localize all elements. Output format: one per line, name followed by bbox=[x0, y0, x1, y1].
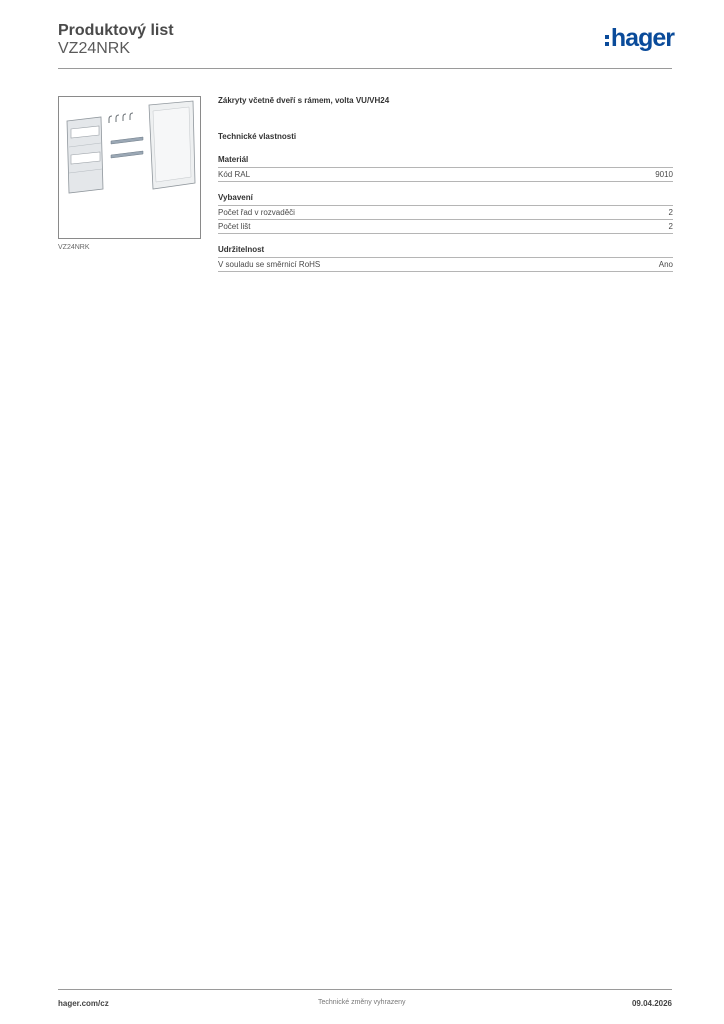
front-panel bbox=[67, 117, 103, 193]
group-title: Materiál bbox=[218, 155, 673, 168]
group-material bbox=[218, 155, 673, 182]
group-title: Udržitelnost bbox=[218, 245, 673, 258]
property-row bbox=[218, 258, 673, 272]
property-label: Počet řad v rozvaděči bbox=[218, 208, 295, 217]
property-value: Ano bbox=[658, 260, 673, 269]
product-code: VZ24NRK bbox=[58, 40, 131, 57]
header-divider bbox=[58, 68, 672, 69]
property-label: Počet lišt bbox=[218, 222, 251, 231]
product-details bbox=[218, 96, 673, 283]
property-value: 9010 bbox=[655, 170, 673, 179]
hager-logo bbox=[605, 26, 674, 51]
logo-text: hager bbox=[610, 24, 674, 52]
footer-note: Technické změny vyhrazeny bbox=[318, 999, 406, 1006]
product-image bbox=[58, 96, 201, 239]
logo-dots-icon bbox=[605, 35, 609, 46]
image-caption: VZ24NRK bbox=[58, 244, 90, 251]
technical-properties-heading: Technické vlastnosti bbox=[218, 132, 297, 141]
group-title: Vybavení bbox=[218, 193, 673, 206]
footer-website-link[interactable]: hager.com/cz bbox=[58, 999, 109, 1008]
property-row bbox=[218, 206, 673, 220]
screws bbox=[109, 113, 133, 123]
property-row bbox=[218, 220, 673, 234]
page-title: Produktový list bbox=[58, 22, 174, 39]
group-sustainability bbox=[218, 245, 673, 272]
property-value: 2 bbox=[668, 208, 673, 217]
property-label: V souladu se směrnicí RoHS bbox=[218, 260, 321, 269]
property-label: Kód RAL bbox=[218, 170, 251, 179]
din-rails bbox=[111, 137, 143, 158]
footer-date: 09.04.2026 bbox=[631, 999, 672, 1008]
product-illustration bbox=[59, 97, 200, 238]
product-description: Zákryty včetně dveří s rámem, volta VU/VH24 bbox=[218, 96, 390, 105]
door-panel bbox=[149, 101, 195, 189]
property-value: 2 bbox=[668, 222, 673, 231]
group-equipment bbox=[218, 193, 673, 234]
property-row bbox=[218, 168, 673, 182]
footer-divider bbox=[58, 989, 672, 990]
